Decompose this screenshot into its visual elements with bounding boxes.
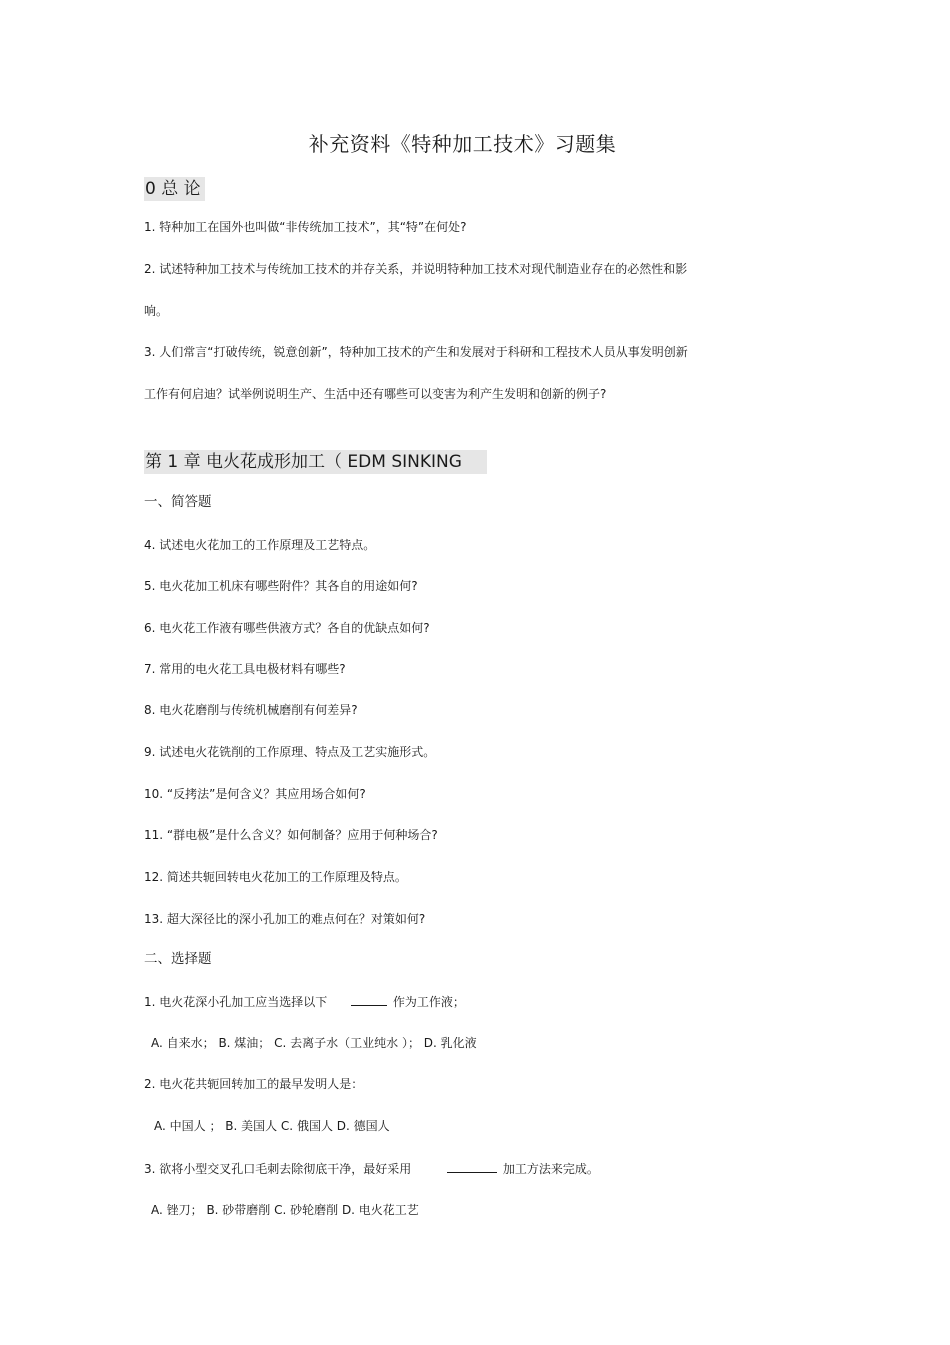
question-12: 12. 简述共轭回转电火花加工的工作原理及特点。 (144, 870, 407, 884)
question-4: 4. 试述电火花加工的工作原理及工艺特点。 (144, 538, 376, 552)
choice-question-1 (144, 993, 465, 1010)
question-7: 7. 常用的电火花工具电极材料有哪些? (144, 662, 346, 676)
choice-1-prefix: 1. 电火花深小孔加工应当选择以下 (144, 995, 328, 1009)
choice-question-2: 2. 电火花共轭回转加工的最早发明人是： (144, 1077, 364, 1091)
chapter-1-heading: 第 1 章 电火花成形加工（ EDM SINKING (144, 450, 487, 474)
choice-3-prefix: 3. 欲将小型交叉孔口毛刺去除彻底干净，最好采用 (144, 1162, 412, 1176)
question-2-line-2: 响。 (144, 304, 169, 318)
question-8: 8. 电火花磨削与传统机械磨削有何差异? (144, 703, 358, 717)
answer-blank (351, 993, 387, 1006)
choice-3-options: A. 锉刀； B. 砂带磨削 C. 砂轮磨削 D. 电火花工艺 (151, 1203, 419, 1217)
document-title: 补充资料《特种加工技术》习题集 (308, 132, 617, 156)
question-6: 6. 电火花工作液有哪些供液方式？各自的优缺点如何? (144, 621, 430, 635)
choice-title: 二、选择题 (144, 951, 212, 967)
question-1: 1. 特种加工在国外也叫做“非传统加工技术”，其“特”在何处? (144, 220, 467, 234)
choice-question-3 (144, 1160, 599, 1177)
question-10: 10. “反拷法”是何含义？其应用场合如何? (144, 787, 366, 801)
short-answer-title: 一、简答题 (144, 494, 212, 510)
question-3-line-2: 工作有何启迪？试举例说明生产、生活中还有哪些可以变害为利产生发明和创新的例子? (144, 387, 607, 401)
choice-1-options: A. 自来水； B. 煤油； C. 去离子水（工业纯水 ）； D. 乳化液 (151, 1036, 477, 1050)
choice-2-options: A. 中国人 ； B. 美国人 C. 俄国人 D. 德国人 (154, 1119, 390, 1133)
question-9: 9. 试述电火花铣削的工作原理、特点及工艺实施形式。 (144, 745, 436, 759)
question-13: 13. 超大深径比的深小孔加工的难点何在？对策如何? (144, 912, 426, 926)
section-heading-intro: 0 总 论 (144, 177, 205, 201)
answer-blank (447, 1160, 497, 1173)
question-3-line-1: 3. 人们常言“打破传统，锐意创新”，特种加工技术的产生和发展对于科研和工程技术人员从事发明创新 (144, 345, 688, 359)
question-11: 11. “群电极”是什么含义？如何制备？应用于何种场合? (144, 828, 438, 842)
question-2-line-1: 2. 试述特种加工技术与传统加工技术的并存关系，并说明特种加工技术对现代制造业存在的必然性和影 (144, 262, 688, 276)
choice-1-suffix: 作为工作液； (392, 995, 465, 1009)
choice-3-suffix: 加工方法来完成。 (502, 1162, 599, 1176)
question-5: 5. 电火花加工机床有哪些附件？其各自的用途如何? (144, 579, 418, 593)
